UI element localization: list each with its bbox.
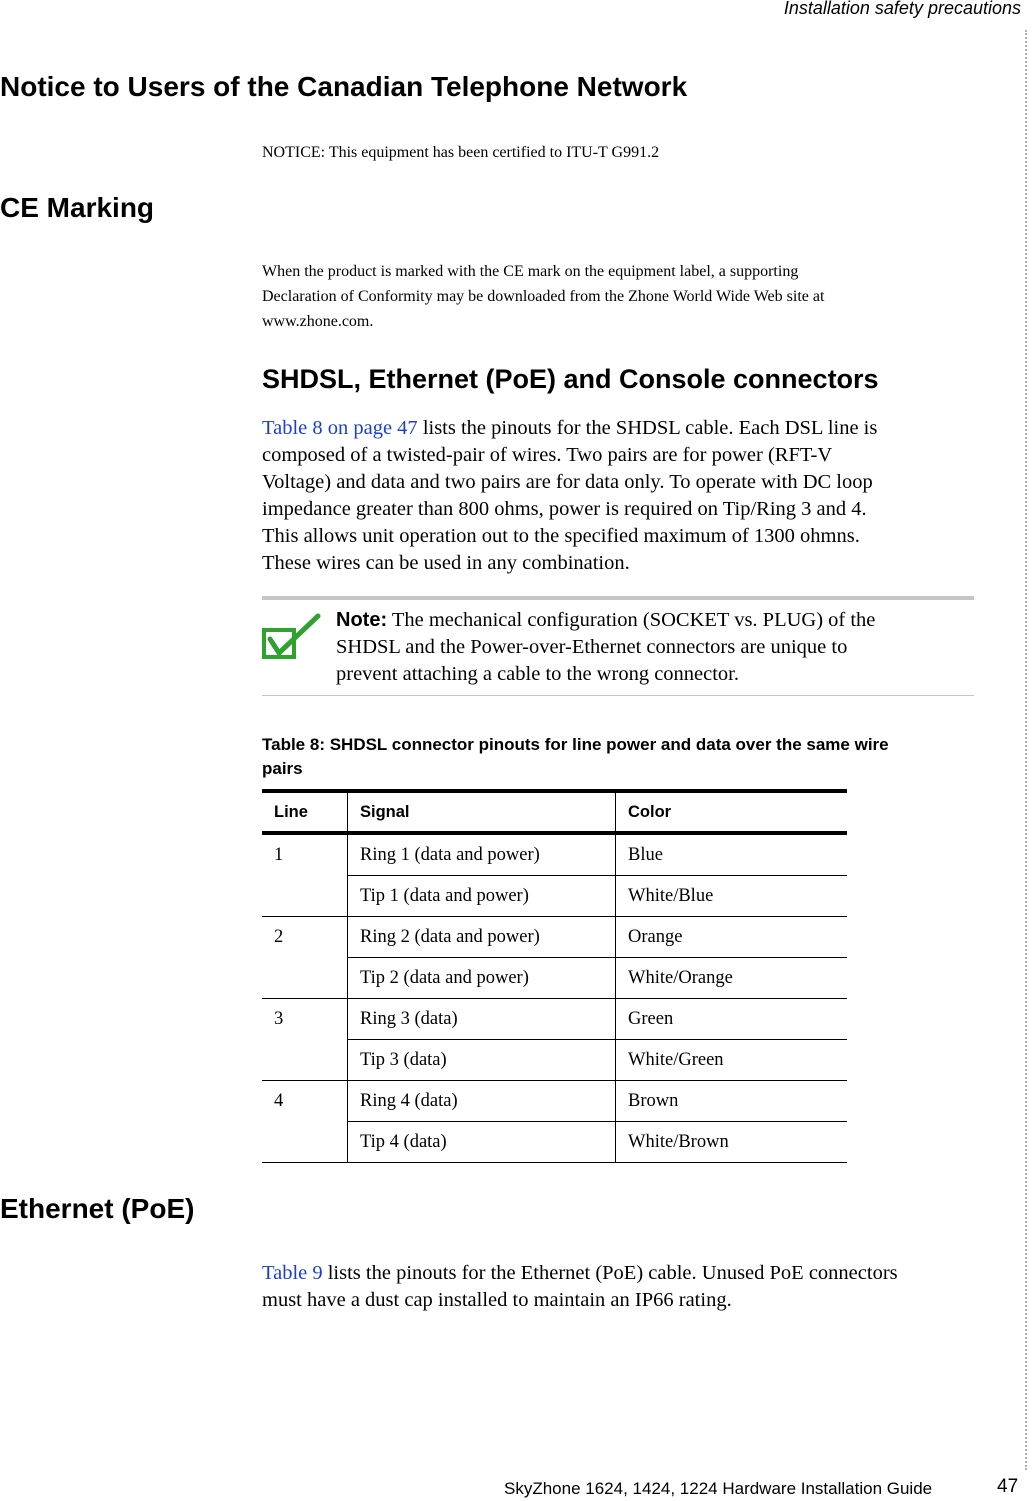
note-line: prevent attaching a cable to the wrong connector. xyxy=(336,663,740,685)
ce-marking-paragraph xyxy=(262,259,824,334)
table-row xyxy=(262,833,847,876)
color-cell: White/Green xyxy=(616,1040,848,1081)
signal-cell: Ring 1 (data and power) xyxy=(348,833,616,876)
table-8-link[interactable]: Table 8 on page 47 xyxy=(262,417,418,439)
pinouts-table xyxy=(262,789,847,1163)
table-row xyxy=(262,1081,847,1122)
footer-guide-title: SkyZhone 1624, 1424, 1224 Hardware Installation Guide xyxy=(504,1479,933,1498)
line-cell: 1 xyxy=(262,833,348,876)
note-line: SHDSL and the Power-over-Ethernet connectors are unique to xyxy=(336,636,848,658)
table-row xyxy=(262,958,847,999)
connectors-paragraph: Table 8 on page 47 lists the pinouts for the SHDSL cable. Each DSL line is composed of a twisted-pair of wires. Two pairs are for power (RFT-V Voltage) and data and two pairs are for data only. To operate with DC loop impedance greater than 800 ohms, power is required on Tip/Ring 3 and 4. This allows unit operation out to the specified maximum of 1300 ohmns. These wires can be used in any combination. xyxy=(262,415,982,577)
color-cell: Orange xyxy=(616,917,848,958)
note-block: Note: The mechanical configuration (SOCKET vs. PLUG) of the SHDSL and the Power-over-Ethernet connectors are unique to prevent attaching a cable to the wrong connector. xyxy=(336,607,976,688)
running-header: Installation safety precautions xyxy=(783,0,1021,18)
ethernet-line: must have a dust cap installed to maintain an IP66 rating. xyxy=(262,1289,732,1311)
note-bottom-rule xyxy=(262,695,974,696)
ce-line: When the product is marked with the CE mark on the equipment label, a supporting xyxy=(262,263,799,280)
line-cell xyxy=(262,958,348,999)
ce-line: Declaration of Conformity may be downloaded from the Zhone World Wide Web site at xyxy=(262,288,825,305)
table-header-row xyxy=(262,791,847,833)
line-cell: 3 xyxy=(262,999,348,1040)
note-label: Note: xyxy=(336,609,388,631)
checkmark-icon xyxy=(262,613,322,661)
connectors-line: composed of a twisted-pair of wires. Two pairs are for power (RFT-V xyxy=(262,444,833,466)
table-row xyxy=(262,1122,847,1163)
color-cell: Blue xyxy=(616,833,848,876)
signal-cell: Ring 4 (data) xyxy=(348,1081,616,1122)
line-cell xyxy=(262,876,348,917)
signal-cell: Tip 4 (data) xyxy=(348,1122,616,1163)
table-row xyxy=(262,1040,847,1081)
signal-cell: Ring 3 (data) xyxy=(348,999,616,1040)
column-header-line: Line xyxy=(262,791,348,833)
heading-ce-marking: CE Marking xyxy=(0,192,155,223)
heading-ethernet-poe: Ethernet (PoE) xyxy=(0,1193,195,1224)
heading-connectors: SHDSL, Ethernet (PoE) and Console connectors xyxy=(262,364,879,394)
color-cell: White/Blue xyxy=(616,876,848,917)
connectors-line: impedance greater than 800 ohms, power is required on Tip/Ring 3 and 4. xyxy=(262,498,867,520)
line-cell xyxy=(262,1122,348,1163)
heading-canadian-network: Notice to Users of the Canadian Telephone Network xyxy=(0,71,688,102)
line-cell: 2 xyxy=(262,917,348,958)
column-header-signal: Signal xyxy=(348,791,616,833)
signal-cell: Tip 2 (data and power) xyxy=(348,958,616,999)
footer-page-number: 47 xyxy=(997,1476,1019,1497)
line-cell xyxy=(262,1040,348,1081)
color-cell: Green xyxy=(616,999,848,1040)
table-caption: Table 8: SHDSL connector pinouts for line power and data over the same wire pairs xyxy=(262,735,889,778)
column-header-color: Color xyxy=(616,791,848,833)
connectors-line: This allows unit operation out to the specified maximum of 1300 ohmns. xyxy=(262,525,860,547)
color-cell: White/Orange xyxy=(616,958,848,999)
ethernet-paragraph: Table 9 lists the pinouts for the Ethernet (PoE) cable. Unused PoE connectors must have a dust cap installed to maintain an IP66 rating. xyxy=(262,1260,982,1314)
canadian-notice-text: NOTICE: This equipment has been certified to ITU-T G991.2 xyxy=(262,144,660,161)
signal-cell: Tip 1 (data and power) xyxy=(348,876,616,917)
margin-dotted-rule xyxy=(1025,30,1027,1470)
connectors-line: These wires can be used in any combination. xyxy=(262,552,630,574)
signal-cell: Tip 3 (data) xyxy=(348,1040,616,1081)
note-top-rule xyxy=(262,596,974,600)
table-row xyxy=(262,917,847,958)
table-9-link[interactable]: Table 9 xyxy=(262,1262,323,1284)
connectors-line: Voltage) and data and two pairs are for data only. To operate with DC loop xyxy=(262,471,873,493)
table-row xyxy=(262,999,847,1040)
ce-line: www.zhone.com. xyxy=(262,313,374,330)
line-cell: 4 xyxy=(262,1081,348,1122)
color-cell: White/Brown xyxy=(616,1122,848,1163)
color-cell: Brown xyxy=(616,1081,848,1122)
signal-cell: Ring 2 (data and power) xyxy=(348,917,616,958)
table-row xyxy=(262,876,847,917)
